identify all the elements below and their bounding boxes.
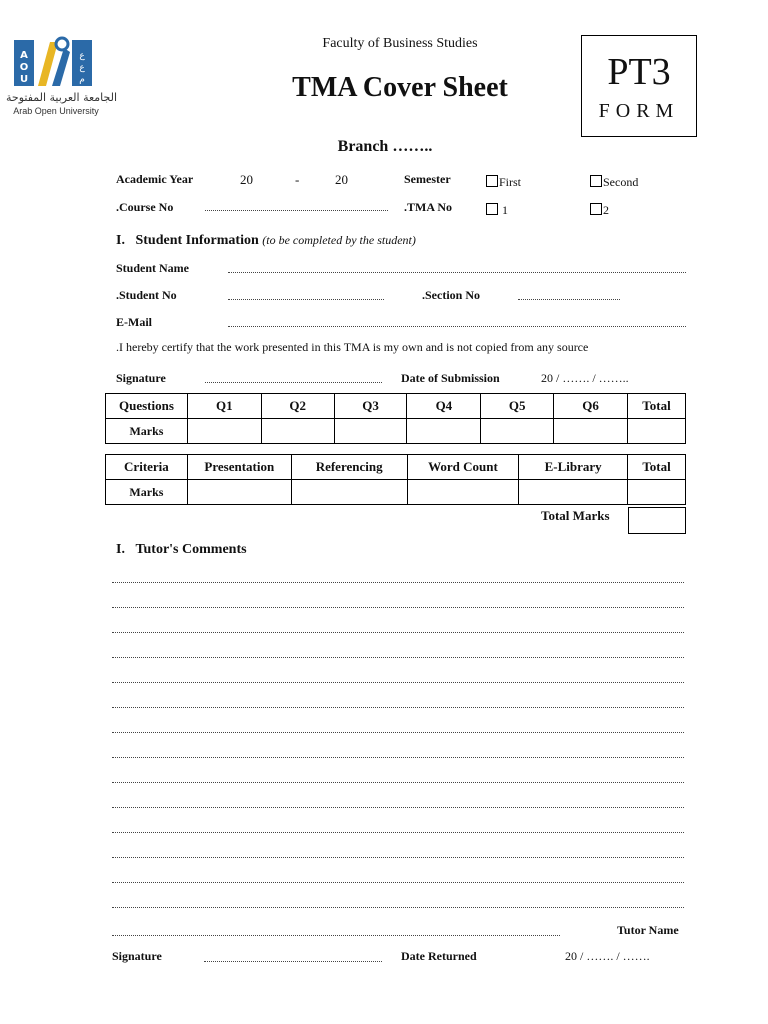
svg-text:A: A [20, 50, 28, 61]
table-row [106, 480, 686, 505]
submission-date-value[interactable]: 20 / ……. / …….. [541, 371, 629, 385]
aou-logo-icon [12, 36, 94, 88]
svg-text:U: U [19, 74, 29, 85]
svg-text:O: O [19, 62, 29, 73]
form-code: PT3 [607, 51, 671, 93]
form-code-box [581, 35, 697, 137]
section-title: Tutor's Comments [135, 542, 247, 557]
section-no-field[interactable] [518, 299, 620, 300]
form-label: FORM [598, 100, 680, 122]
academic-year-label: Academic Year [116, 172, 194, 186]
tutor-signature-label: Signature [112, 949, 162, 963]
checkbox-icon[interactable] [486, 203, 498, 215]
table-header-cell: Q6 [554, 394, 628, 419]
table-header-cell: Referencing [291, 455, 407, 480]
tma-two-option[interactable] [590, 203, 609, 218]
year-to: 20 [335, 172, 348, 187]
comment-line[interactable] [112, 582, 684, 583]
tutor-signature-field[interactable] [204, 961, 382, 962]
return-date-label: Date Returned [401, 949, 477, 963]
mark-cell[interactable] [627, 419, 685, 444]
comment-line[interactable] [112, 807, 684, 808]
student-name-field[interactable] [228, 272, 686, 273]
tutor-name-label: Tutor Name [617, 923, 679, 937]
mark-cell[interactable] [628, 480, 686, 505]
tma-one-label: 1 [502, 203, 508, 217]
student-signature-label: Signature [116, 371, 166, 385]
semester-first-label: First [499, 175, 522, 189]
semester-second-label: Second [603, 175, 639, 189]
comment-line[interactable] [112, 935, 560, 936]
semester-label: Semester [404, 172, 451, 186]
return-date-value[interactable]: 20 / ……. / ……. [565, 949, 650, 963]
table-header-cell: Q4 [407, 394, 481, 419]
table-row [106, 419, 686, 444]
page-title: TMA Cover Sheet [292, 72, 508, 103]
table-header-cell: Q5 [481, 394, 554, 419]
email-label: E-Mail [116, 315, 152, 329]
table-header-cell: Total [627, 394, 685, 419]
year-from: 20 [240, 172, 253, 187]
svg-text:م: م [79, 75, 85, 85]
comment-line[interactable] [112, 882, 684, 883]
table-header-cell: Presentation [187, 455, 291, 480]
logo-english-name: Arab Open University [13, 106, 99, 116]
student-no-label: .Student No [116, 288, 177, 302]
logo-arabic-name: الجامعة العربية المفتوحة [6, 91, 118, 104]
row-label: Marks [106, 419, 188, 444]
question-marks-table [105, 393, 686, 444]
table-header-cell: Total [628, 455, 686, 480]
table-header-cell: Q2 [261, 394, 334, 419]
mark-cell[interactable] [187, 480, 291, 505]
mark-cell[interactable] [481, 419, 554, 444]
comment-line[interactable] [112, 607, 684, 608]
comment-line[interactable] [112, 657, 684, 658]
criteria-marks-table [105, 454, 686, 505]
tma-two-label: 2 [603, 203, 609, 217]
table-header-cell: Criteria [106, 455, 188, 480]
mark-cell[interactable] [407, 480, 519, 505]
comment-line[interactable] [112, 732, 684, 733]
student-no-field[interactable] [228, 299, 384, 300]
comment-line[interactable] [112, 682, 684, 683]
section-note: (to be completed by the student) [262, 233, 416, 247]
tma-one-option[interactable] [486, 203, 508, 218]
faculty-name: Faculty of Business Studies [322, 36, 478, 51]
mark-cell[interactable] [519, 480, 628, 505]
table-header-cell: Q3 [334, 394, 407, 419]
table-header-cell: Word Count [407, 455, 519, 480]
email-field[interactable] [228, 326, 686, 327]
svg-text:ع: ع [79, 63, 85, 73]
row-label: Marks [106, 480, 188, 505]
comment-line[interactable] [112, 707, 684, 708]
semester-first-option[interactable] [486, 175, 521, 190]
comment-line[interactable] [112, 857, 684, 858]
mark-cell[interactable] [407, 419, 481, 444]
total-marks-label: Total Marks [541, 508, 610, 523]
section-numeral: I. [116, 233, 125, 248]
comment-line[interactable] [112, 632, 684, 633]
tma-no-label: .TMA No [404, 200, 452, 214]
checkbox-icon[interactable] [590, 203, 602, 215]
mark-cell[interactable] [187, 419, 261, 444]
comment-line[interactable] [112, 832, 684, 833]
mark-cell[interactable] [554, 419, 628, 444]
mark-cell[interactable] [261, 419, 334, 444]
table-header-row [106, 455, 686, 480]
student-section-heading [116, 233, 416, 249]
certification-statement: .I hereby certify that the work presented in this TMA is my own and is not copied from any source [116, 340, 589, 354]
comment-line[interactable] [112, 782, 684, 783]
course-no-label: .Course No [116, 200, 174, 214]
student-name-label: Student Name [116, 261, 190, 275]
section-numeral: I. [116, 542, 125, 557]
comment-line[interactable] [112, 907, 684, 908]
section-title: Student Information [135, 233, 259, 248]
tutor-section-heading [116, 542, 247, 558]
mark-cell[interactable] [334, 419, 407, 444]
checkbox-icon[interactable] [486, 175, 498, 187]
svg-text:ع: ع [79, 51, 85, 61]
year-separator: - [295, 172, 300, 187]
total-marks-cell[interactable] [628, 507, 686, 534]
semester-second-option[interactable] [590, 175, 638, 190]
course-no-field[interactable] [205, 210, 388, 211]
table-header-cell: Questions [106, 394, 188, 419]
submission-date-label: Date of Submission [401, 371, 500, 385]
section-no-label: .Section No [422, 288, 480, 302]
comment-line[interactable] [112, 757, 684, 758]
table-header-cell: E-Library [519, 455, 628, 480]
table-header-row [106, 394, 686, 419]
checkbox-icon[interactable] [590, 175, 602, 187]
university-logo [6, 36, 118, 120]
branch-field: Branch …….. [337, 138, 433, 155]
mark-cell[interactable] [291, 480, 407, 505]
student-signature-field[interactable] [205, 382, 382, 383]
table-header-cell: Q1 [187, 394, 261, 419]
